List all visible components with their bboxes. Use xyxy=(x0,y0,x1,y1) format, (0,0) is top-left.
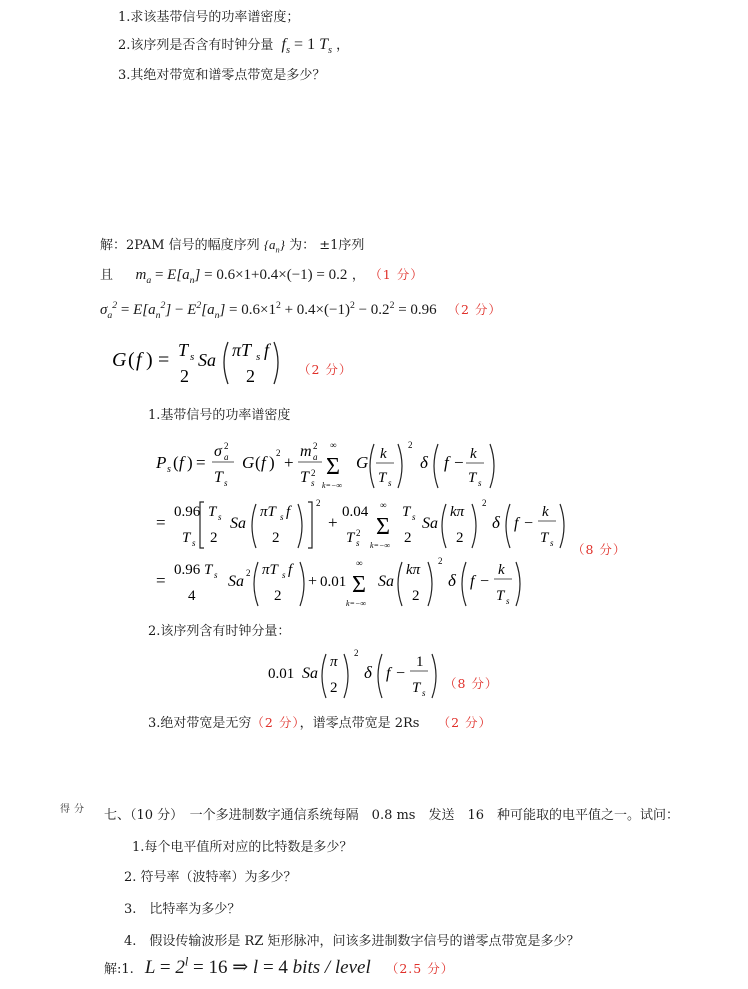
svg-text:(: ( xyxy=(255,453,261,472)
svg-text:f: f xyxy=(444,453,449,472)
svg-text:s: s xyxy=(506,596,510,606)
svg-text:πT: πT xyxy=(262,562,278,578)
svg-text:=: = xyxy=(156,513,166,532)
svg-text:s: s xyxy=(282,570,286,580)
svg-text:k: k xyxy=(470,446,477,462)
svg-text:T: T xyxy=(208,504,217,520)
svg-text:δ: δ xyxy=(364,663,372,682)
variance-score: （2 分） xyxy=(447,302,502,317)
svg-text:T: T xyxy=(378,470,387,486)
svg-text:2: 2 xyxy=(274,588,282,604)
question-3: 3.其绝对带宽和谱零点带宽是多少？ xyxy=(118,68,326,83)
svg-text:T: T xyxy=(496,588,505,604)
svg-text:T: T xyxy=(214,469,223,486)
svg-text:1: 1 xyxy=(416,654,424,670)
section-7-question-3: 3. 比特率为多少？ xyxy=(124,902,241,917)
svg-text:2: 2 xyxy=(246,366,255,386)
svg-text:2: 2 xyxy=(246,568,251,578)
answer-score: （2.5 分） xyxy=(385,961,455,976)
svg-text:2: 2 xyxy=(438,556,443,566)
svg-text:T: T xyxy=(412,680,421,696)
svg-text:Σ: Σ xyxy=(326,454,340,480)
psd-line-3 xyxy=(152,554,532,614)
svg-text:=: = xyxy=(156,571,166,590)
section-7-answer-row xyxy=(104,956,454,979)
svg-text:2: 2 xyxy=(210,530,218,546)
svg-text:Sa: Sa xyxy=(378,573,394,590)
svg-text:Sa: Sa xyxy=(228,573,244,590)
svg-text:G: G xyxy=(356,453,369,472)
clock-coef: 0.01 xyxy=(268,666,295,682)
solution-intro xyxy=(100,234,364,253)
svg-text:s: s xyxy=(224,478,228,488)
svg-text:P: P xyxy=(156,453,167,472)
svg-text:πT: πT xyxy=(232,340,252,360)
coef-0-04: 0.04 xyxy=(342,504,369,520)
svg-text:π: π xyxy=(330,654,338,670)
svg-text:s: s xyxy=(550,538,554,548)
variance-row xyxy=(100,300,502,319)
svg-text:s: s xyxy=(388,478,392,488)
svg-text:f: f xyxy=(470,573,475,590)
mean-score: （1 分） xyxy=(369,267,424,282)
coef-0-01: 0.01 xyxy=(320,574,347,590)
svg-text:s: s xyxy=(280,512,284,522)
svg-text:T: T xyxy=(346,530,355,546)
svg-text:2: 2 xyxy=(224,441,229,451)
svg-text:kπ: kπ xyxy=(450,504,465,520)
svg-text:): ) xyxy=(269,453,275,472)
question-2: 2.该序列是否含有时钟分量 xyxy=(118,38,274,53)
psd-score: （8 分） xyxy=(572,542,627,557)
svg-text:s: s xyxy=(311,478,315,488)
svg-text:s: s xyxy=(192,538,196,548)
svg-text:f: f xyxy=(286,504,291,520)
svg-text:T: T xyxy=(402,504,411,520)
svg-text:(: ( xyxy=(173,453,179,472)
svg-text:f: f xyxy=(514,515,519,532)
svg-text:+: + xyxy=(284,453,294,472)
svg-text:): ) xyxy=(146,349,153,371)
svg-text:T: T xyxy=(468,470,477,486)
svg-text:Sa: Sa xyxy=(198,350,216,370)
svg-text:2: 2 xyxy=(316,498,321,508)
coef-0-96-b: 0.96 xyxy=(174,562,201,578)
svg-text:f: f xyxy=(264,340,270,360)
svg-text:=: = xyxy=(158,349,170,371)
svg-text:): ) xyxy=(187,453,193,472)
mean-formula: $m_a = E[a_n] = 0.6\times 1+0.4\times(-1) = 0.2$ xyxy=(135,267,348,286)
section-7-question-4: 4. 假设传输波形是 RZ 矩形脉冲，问该多进制数字信号的谱零点带宽是多少？ xyxy=(124,934,580,949)
svg-text:s: s xyxy=(214,570,218,580)
svg-text:2: 2 xyxy=(482,498,487,508)
svg-text:k=−∞: k=−∞ xyxy=(346,599,367,608)
svg-text:k: k xyxy=(498,562,505,578)
svg-text:=: = xyxy=(196,453,206,472)
section-7-header: 七、（10 分） 一个多进制数字通信系统每隔 0.8 ms 发送 16 种可能取的电平值之一。试问： xyxy=(104,808,680,823)
svg-text:2: 2 xyxy=(276,448,281,458)
svg-text:2: 2 xyxy=(354,648,359,658)
answer-label: 解:1. xyxy=(104,962,134,977)
clock-component-formula xyxy=(266,646,446,702)
svg-text:−: − xyxy=(454,453,464,472)
score-label: 得分 xyxy=(60,804,88,815)
psd-line-2 xyxy=(152,496,572,556)
svg-text:δ: δ xyxy=(420,453,428,472)
svg-text:f: f xyxy=(136,349,142,371)
solution-intro-tail: 为： xyxy=(289,238,316,253)
svg-text:Sa: Sa xyxy=(230,515,246,532)
question-2-suffix: ， xyxy=(336,38,350,53)
svg-text:+: + xyxy=(308,573,318,590)
section-7-question-1: 1.每个电平值所对应的比特数是多少？ xyxy=(132,840,353,855)
coef-0-96: 0.96 xyxy=(174,504,201,520)
plus-minus-sequence: ±1序列 xyxy=(319,238,365,253)
svg-text:T: T xyxy=(178,340,189,360)
svg-text:kπ: kπ xyxy=(406,562,421,578)
svg-text:2: 2 xyxy=(272,530,280,546)
svg-text:πT: πT xyxy=(260,504,276,520)
svg-text:2: 2 xyxy=(330,680,338,696)
svg-text:s: s xyxy=(422,688,426,698)
svg-text:f: f xyxy=(261,453,266,472)
svg-text:Σ: Σ xyxy=(352,572,366,598)
step-3-label: 3.绝对带宽是无穷 xyxy=(148,716,252,731)
svg-text:G: G xyxy=(112,349,127,371)
svg-text:2: 2 xyxy=(313,441,318,451)
svg-text:σ: σ xyxy=(214,443,222,460)
answer-formula: $L = 2^l = 16$ ⇒ l = 4 bits / level xyxy=(144,954,371,978)
svg-text:(: ( xyxy=(128,349,135,371)
svg-text:−: − xyxy=(480,573,490,590)
svg-text:2: 2 xyxy=(311,468,316,478)
svg-text:2: 2 xyxy=(408,440,413,450)
step-3-row xyxy=(148,712,492,731)
svg-text:2: 2 xyxy=(356,528,361,538)
svg-text:2: 2 xyxy=(412,588,420,604)
svg-text:T: T xyxy=(540,530,549,546)
svg-text:f: f xyxy=(386,665,391,682)
psd-line-1 xyxy=(152,436,512,498)
sequence-symbol: $\{a_n\}$ xyxy=(263,237,285,255)
svg-text:−: − xyxy=(396,665,406,682)
mean-tail: ， xyxy=(351,268,365,283)
clock-score: （8 分） xyxy=(444,676,499,691)
svg-text:∞: ∞ xyxy=(330,440,337,450)
svg-text:a: a xyxy=(313,452,318,462)
svg-text:f: f xyxy=(179,453,184,472)
denominator-4: 4 xyxy=(188,588,196,604)
section-7-question-2: 2. 符号率（波特率）为多少？ xyxy=(124,870,297,885)
svg-text:s: s xyxy=(167,464,171,475)
svg-text:+: + xyxy=(328,513,338,532)
svg-text:a: a xyxy=(224,452,229,462)
step-3-mid: ，谱零点带宽是 2Rs xyxy=(299,716,420,731)
variance-formula: $\sigma_a^2 = E[a_n^2] - E^2[a_n] = 0.6\times 1^2 + 0.4\times(-1)^2 - 0.2^2 = 0.96$ xyxy=(100,300,437,321)
svg-text:Sa: Sa xyxy=(422,515,438,532)
svg-text:δ: δ xyxy=(492,513,500,532)
svg-text:2: 2 xyxy=(180,366,189,386)
svg-text:s: s xyxy=(256,351,261,363)
svg-text:f: f xyxy=(288,562,293,578)
svg-text:k=−∞: k=−∞ xyxy=(370,541,391,550)
question-2-row xyxy=(118,34,350,57)
svg-text:s: s xyxy=(218,512,222,522)
svg-text:s: s xyxy=(356,538,360,548)
svg-text:s: s xyxy=(412,512,416,522)
svg-text:−: − xyxy=(524,515,534,532)
svg-text:δ: δ xyxy=(448,571,456,590)
svg-text:∞: ∞ xyxy=(380,500,387,510)
svg-text:2: 2 xyxy=(456,530,464,546)
question-1: 1.求该基带信号的功率谱密度； xyxy=(118,10,300,25)
svg-text:k: k xyxy=(542,504,549,520)
svg-text:k: k xyxy=(380,446,387,462)
solution-intro-label: 解：2PAM 信号的幅度序列 xyxy=(100,238,260,253)
svg-text:G: G xyxy=(242,453,255,472)
svg-text:Σ: Σ xyxy=(376,514,390,540)
step-3-score-1: （2 分） xyxy=(251,715,300,730)
clock-frequency-formula: $f_s = 1$ $T_s$ xyxy=(281,36,333,57)
svg-text:T: T xyxy=(204,562,213,578)
svg-text:∞: ∞ xyxy=(356,558,363,568)
svg-text:k=−∞: k=−∞ xyxy=(322,481,343,490)
svg-text:Sa: Sa xyxy=(302,665,318,682)
pulse-spectrum-score: （2 分） xyxy=(298,362,353,377)
svg-text:2: 2 xyxy=(404,530,412,546)
svg-text:m: m xyxy=(300,443,312,460)
and-label: 且 xyxy=(100,268,114,283)
step-2-label: 2.该序列含有时钟分量： xyxy=(148,624,291,639)
svg-text:T: T xyxy=(300,469,309,486)
mean-row xyxy=(100,264,424,284)
svg-text:T: T xyxy=(182,530,191,546)
svg-text:s: s xyxy=(190,351,195,363)
svg-text:s: s xyxy=(478,478,482,488)
step-1-label: 1.基带信号的功率谱密度 xyxy=(148,408,291,423)
step-3-score-2: （2 分） xyxy=(437,715,493,730)
